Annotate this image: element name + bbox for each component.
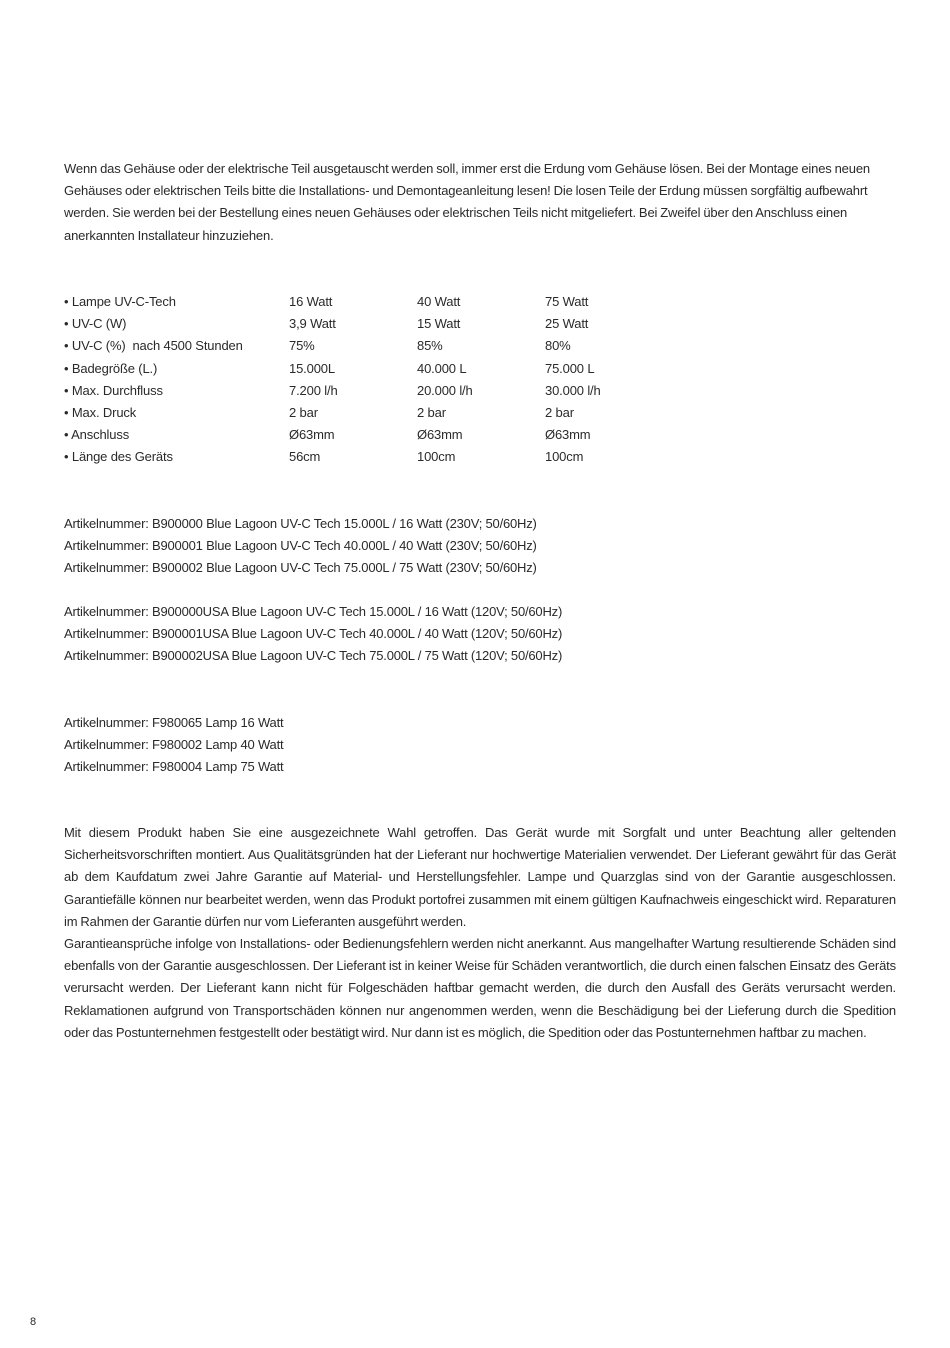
spec-row (64, 424, 673, 446)
article-line: Artikelnummer: F980065 Lamp 16 Watt (64, 715, 284, 730)
spec-label: • UV-C (W) (64, 316, 127, 332)
warranty-paragraph: Garantieansprüche infolge von Installations- oder Bedienungsfehlern werden nicht anerkannt. Aus mangelhafter Wartung resultierende Schäden sind ebenfalls von der Garantie ausgeschlossen. Der Lieferant ist in keiner Weise für Schäden verantwortlich, die durch einen falschen Einsatz des Geräts verursacht werden. Der Lieferant kann nicht für Folgeschäden haftbar gemacht werden, die durch den Ausfall des Geräts verursacht werden. Reklamationen aufgrund von Transportschäden können nur angenommen werden, wenn die Beschädigung bei der Lieferung durch die Spedition oder das Postunternehmen festgestellt oder bestätigt wird. Nur dann ist es möglich, die Spedition oder das Postunternehmen haftbar zu machen. (64, 936, 896, 1040)
specs-table (64, 291, 673, 469)
article-line: Artikelnummer: B900002USA Blue Lagoon UV-C Tech 75.000L / 75 Watt (120V; 50/60Hz) (64, 648, 563, 664)
spec-value: 3,9 Watt (289, 316, 336, 332)
article-list-lamps (64, 712, 283, 779)
spec-label: • Max. Druck (64, 404, 137, 420)
spec-value: 15.000L (289, 360, 335, 376)
warranty-paragraph: Mit diesem Produkt haben Sie eine ausgezeichnete Wahl getroffen. Das Gerät wurde mit Sorgfalt und unter Beachtung aller geltenden Sicherheitsvorschriften montiert. Aus Qualitätsgründen hat der Lieferant nur hochwertige Materialien verwendet. Der Lieferant gewährt für das Gerät ab dem Kaufdatum zwei Jahre Garantie auf Material- und Herstellungsfehler. Lampe und Quarzglas sind von der Garantie ausgeschlossen. Garantiefälle können nur bearbeitet werden, wenn das Produkt portofrei zusammen mit einem gültigen Kaufnachweis eingeschickt wird. Reparaturen im Rahmen der Garantie dürfen nur vom Lieferanten ausgeführt werden. (64, 825, 896, 929)
spec-value: 2 bar (417, 404, 446, 420)
article-line: Artikelnummer: B900000USA Blue Lagoon UV-C Tech 15.000L / 16 Watt (120V; 50/60Hz) (64, 604, 563, 619)
spec-label: • Länge des Geräts (64, 449, 173, 465)
spec-value: 80% (545, 338, 571, 354)
article-line: Artikelnummer: F980002 Lamp 40 Watt (64, 737, 284, 753)
spec-value: 75% (289, 338, 315, 354)
article-line: Artikelnummer: B900001USA Blue Lagoon UV-C Tech 40.000L / 40 Watt (120V; 50/60Hz) (64, 626, 563, 642)
spec-value: 40.000 L (417, 360, 467, 376)
spec-row (64, 335, 673, 357)
spec-value: 75.000 L (545, 360, 595, 376)
spec-value: 56cm (289, 449, 321, 465)
spec-row (64, 291, 673, 313)
spec-value: 100cm (545, 449, 584, 465)
article-line: Artikelnummer: B900001 Blue Lagoon UV-C Tech 40.000L / 40 Watt (230V; 50/60Hz) (64, 538, 537, 554)
spec-value: 15 Watt (417, 316, 461, 332)
spec-value: 20.000 l/h (417, 382, 473, 398)
spec-value: 75 Watt (545, 294, 589, 309)
spec-value: 2 bar (545, 404, 574, 420)
spec-row (64, 358, 673, 380)
spec-value: Ø63mm (289, 427, 335, 443)
article-line: Artikelnummer: B900000 Blue Lagoon UV-C Tech 15.000L / 16 Watt (230V; 50/60Hz) (64, 516, 537, 531)
article-list-230v (64, 513, 537, 580)
spec-value: 16 Watt (289, 294, 333, 309)
spec-value: 30.000 l/h (545, 382, 601, 398)
spec-value: 100cm (417, 449, 456, 465)
spec-label: • Anschluss (64, 427, 130, 443)
spec-label: • Badegröße (L.) (64, 360, 158, 376)
article-list-120v (64, 601, 562, 668)
spec-label: • Max. Durchfluss (64, 382, 163, 398)
article-line: Artikelnummer: B900002 Blue Lagoon UV-C Tech 75.000L / 75 Watt (230V; 50/60Hz) (64, 560, 537, 576)
spec-row (64, 313, 673, 335)
spec-value: 85% (417, 338, 443, 354)
spec-value: 2 bar (289, 404, 318, 420)
spec-row (64, 380, 673, 402)
spec-row (64, 446, 673, 468)
warranty-section (64, 822, 896, 1044)
spec-value: 7.200 l/h (289, 382, 338, 398)
spec-value: Ø63mm (417, 427, 463, 443)
spec-label: • Lampe UV-C-Tech (64, 294, 176, 309)
intro-paragraph: Wenn das Gehäuse oder der elektrische Teil ausgetauscht werden soll, immer erst die Erdung vom Gehäuse lösen. Bei der Montage eines neuen Gehäuses oder elektrischen Teils bitte die Installations- und Demontageanleitung lesen! Die losen Teile der Erdung müssen sorgfältig aufbewahrt werden. Sie werden bei der Bestellung eines neuen Gehäuses oder elektrischen Teils nicht mitgeliefert. Bei Zweifel über den Anschluss einen anerkannten Installateur hinzuziehen. (64, 161, 871, 243)
spec-row (64, 402, 673, 424)
spec-value: Ø63mm (545, 427, 591, 443)
article-line: Artikelnummer: F980004 Lamp 75 Watt (64, 759, 284, 775)
spec-label: • UV-C (%) nach 4500 Stunden (64, 338, 243, 354)
spec-value: 25 Watt (545, 316, 589, 332)
page-number: 8 (30, 1316, 37, 1328)
spec-value: 40 Watt (417, 294, 461, 309)
